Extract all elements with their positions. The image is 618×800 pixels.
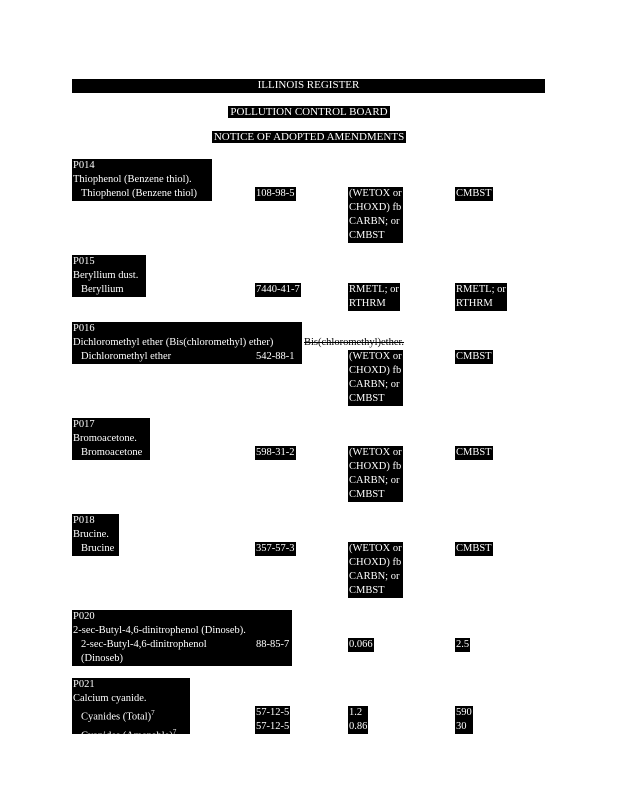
wastewater-standard: (WETOX or CHOXD) fb CARBN; or CMBST [349, 351, 402, 404]
waste-code: P014 [73, 160, 95, 171]
waste-code: P017 [73, 419, 95, 430]
nonwastewater-standard: CMBST [456, 351, 492, 362]
waste-code: P020 [73, 611, 95, 622]
nonwastewater-standard: CMBST [456, 447, 492, 458]
waste-code: P021 [73, 679, 95, 690]
constituent-name: Thiophenol (Benzene thiol) [81, 188, 198, 199]
cas-number: 88-85-7 [256, 639, 290, 650]
waste-entry-p014 [72, 159, 212, 201]
waste-entry-p021 [72, 678, 190, 741]
cas-number: 57-12-5 57-12-5 [256, 707, 290, 732]
constituent-name: Brucine [81, 543, 115, 554]
constituent-name: Dichloromethyl ether [81, 351, 172, 362]
wastewater-standard: RMETL; or RTHRM [349, 284, 399, 309]
wastewater-standard: (WETOX or CHOXD) fb CARBN; or CMBST [349, 447, 402, 500]
cas-number: 357-57-3 [256, 543, 295, 554]
waste-old-name: Beryllium dust. [73, 270, 139, 281]
register-header [72, 79, 545, 92]
waste-old-name: Brucine. [73, 529, 109, 540]
constituent-name-cont: (Dinoseb) [81, 653, 123, 664]
waste-entry-p018 [72, 514, 119, 556]
constituent-name: Cyanides (Total)$^7$ [81, 709, 155, 723]
waste-entry-p017 [72, 418, 150, 460]
constituent-name: 2-sec-Butyl-4,6-dinitrophenol [81, 639, 207, 650]
constituent-name: Bromoacetone [81, 447, 143, 458]
wastewater-standard: 0.066 [349, 639, 373, 650]
waste-old-name: 2-sec-Butyl-4,6-dinitrophenol (Dinoseb). [73, 625, 246, 636]
cas-number: 542-88-1 [256, 351, 295, 362]
nonwastewater-standard: CMBST [456, 188, 492, 199]
header-rule [72, 92, 545, 93]
cas-number: 7440-41-7 [256, 284, 300, 295]
waste-old-name: Thiophenol (Benzene thiol). [73, 174, 192, 185]
wastewater-standard: (WETOX or CHOXD) fb CARBN; or CMBST [349, 188, 402, 241]
notice-title-line [0, 130, 618, 145]
waste-entry-p015 [72, 255, 146, 297]
struck-old-name: Bis(chloromethyl)ether. [304, 337, 405, 348]
waste-code: P016 [73, 323, 95, 334]
notice-title: NOTICE OF ADOPTED AMENDMENTS [213, 131, 405, 143]
register-title: ILLINOIS REGISTER [257, 79, 360, 91]
board-title: POLLUTION CONTROL BOARD [230, 106, 388, 118]
nonwastewater-standard: 2.5 [456, 639, 470, 650]
waste-old-name: Calcium cyanide. [73, 693, 147, 704]
cas-number: 598-31-2 [256, 447, 295, 458]
waste-code: P018 [73, 515, 95, 526]
constituent-name: Beryllium [81, 284, 124, 295]
waste-old-name: Dichloromethyl ether (Bis(chloromethyl) ether) [73, 337, 274, 348]
nonwastewater-standard: RMETL; or RTHRM [456, 284, 506, 309]
board-title-line [0, 105, 618, 120]
nonwastewater-standard: CMBST [456, 543, 492, 554]
wastewater-standard: (WETOX or CHOXD) fb CARBN; or CMBST [349, 543, 402, 596]
waste-code: P015 [73, 256, 95, 267]
waste-old-name: Bromoacetone. [73, 433, 137, 444]
wastewater-standard: 1.2 0.86 [349, 707, 368, 732]
cas-number: 108-98-5 [256, 188, 295, 199]
constituent-name-b: Cyanides (Amenable)$^7$ [81, 727, 177, 741]
nonwastewater-standard: 590 30 [456, 707, 472, 732]
